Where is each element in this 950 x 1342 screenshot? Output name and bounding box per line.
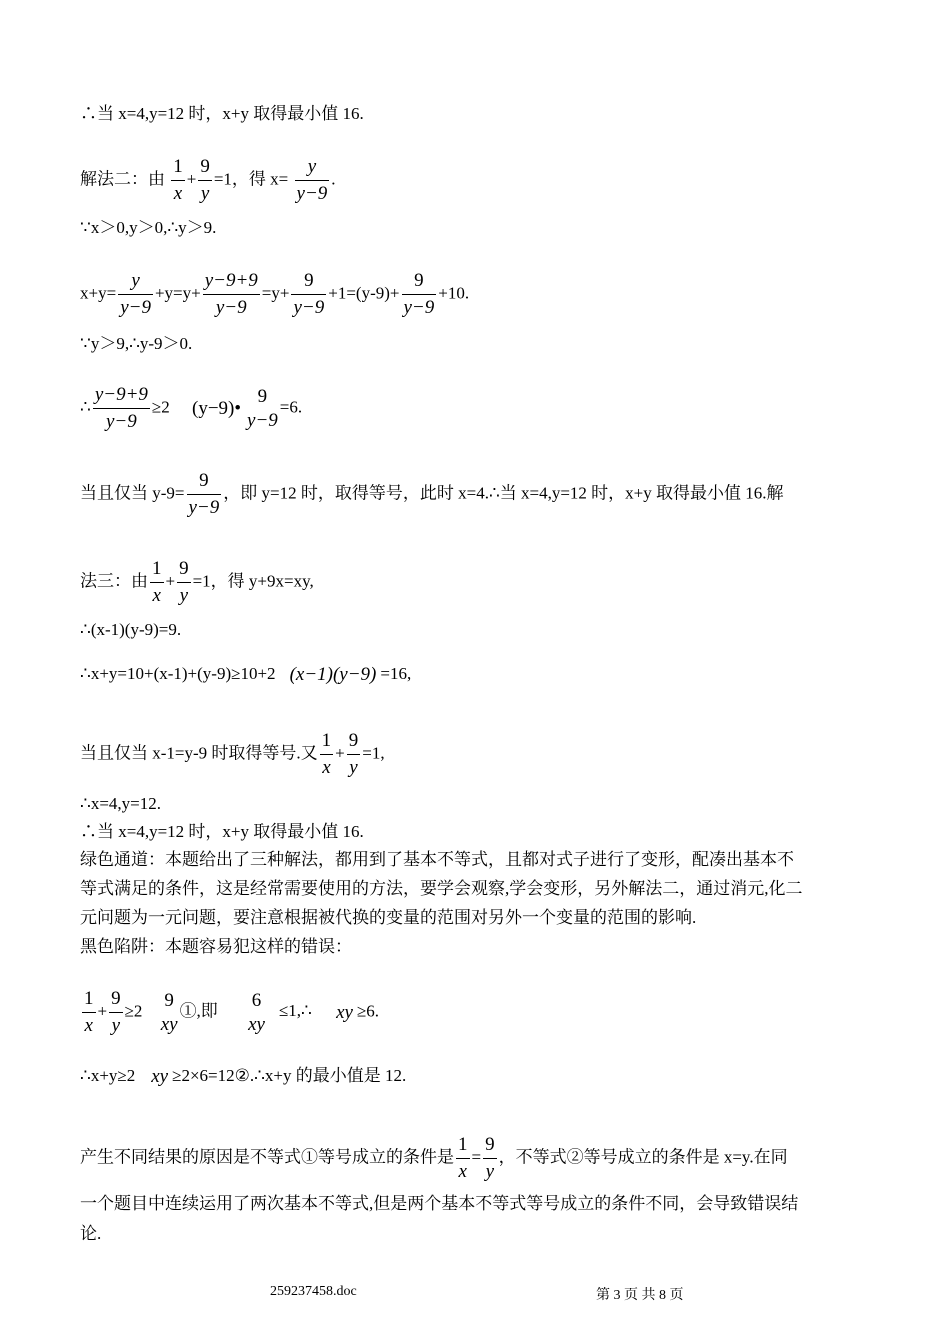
text-line: 产生不同结果的原因是不等式①等号成立的条件是 $\frac{1}{x}$ = $\frac{9}{y}$ ，不等式②等号成立的条件是 x=y.在同 — [80, 1134, 788, 1182]
fraction: $\frac{9}{y}$ — [485, 1134, 495, 1182]
text-line: 元问题为一元问题，要注意根据被代换的变量的范围对另外一个变量的范围的影响. — [80, 908, 697, 927]
footer-page-number: 第 3 页 共 8 页 — [596, 1288, 684, 1303]
fraction: $\frac{9}{y}$ — [111, 988, 121, 1036]
text-line: ∴当 x=4,y=12 时，x+y 取得最小值 16. — [80, 104, 364, 123]
text-line: ∴x=4,y=12. — [80, 794, 161, 813]
fraction: $\frac{9}{y}$ — [179, 558, 189, 606]
fraction: $\frac{1}{x}$ — [173, 156, 183, 204]
text-line: 解法二：由 $\frac{1}{x}$ + $\frac{9}{y}$ =1，得 x= $\frac{y}{y-9}$ . — [80, 156, 336, 204]
fraction: $\frac{1}{x}$ — [84, 988, 94, 1036]
fraction: 6 xy — [248, 989, 265, 1035]
fraction: $\frac{y}{y-9}$ — [296, 156, 328, 204]
text-line: 绿色通道：本题给出了三种解法，都用到了基本不等式，且都对式子进行了变形，配凑出基本不 — [80, 850, 794, 869]
fraction: $\frac{1}{x}$ — [458, 1134, 468, 1182]
fraction: $\frac{y-9+9}{y-9}$ — [94, 384, 148, 432]
fraction: $\frac{9}{y}$ — [200, 156, 210, 204]
fraction: $\frac{9}{y-9}$ — [188, 470, 220, 518]
text-line: 黑色陷阱：本题容易犯这样的错误： — [80, 937, 352, 956]
text-line: 当且仅当 y-9= $\frac{9}{y-9}$ ，即 y=12 时，取得等号，此时 x=4.∴当 x=4,y=12 时，x+y 取得最小值 16.解 — [80, 470, 784, 518]
text-line: 论. — [80, 1224, 102, 1243]
radicand: (y−9)• — [192, 397, 242, 419]
radicand: (x−1)(y−9) — [289, 664, 377, 686]
fraction: $\frac{9}{y-9}$ — [403, 270, 435, 318]
text-line: ∵x＞0,y＞0,∴y＞9. — [80, 218, 217, 237]
text-line: $\frac{1}{x}$ + $\frac{9}{y}$ ≥2 9 xy ①,即 6 xy ≤1,∴ xy ≥6. — [84, 988, 380, 1036]
footer-filename: 259237458.doc — [270, 1284, 357, 1299]
text-line: x+y= $\frac{y}{y-9}$ +y=y+ $\frac{y-9+9}{y-9}$ =y+ $\frac{9}{y-9}$ +1=(y-9)+ $\frac{9}{y-9}$ +10. — [80, 270, 470, 318]
text-line: 等式满足的条件，这是经常需要使用的方法，要学会观察,学会变形，另外解法二，通过消元,化二 — [80, 879, 803, 898]
text-line: ∴x+y=10+(x-1)+(y-9)≥10+2 (x−1)(y−9) =16, — [80, 664, 412, 686]
text-line: ∵y＞9,∴y-9＞0. — [80, 334, 193, 353]
text-line: ∴(x-1)(y-9)=9. — [80, 620, 182, 639]
text-line: 一个题目中连续运用了两次基本不等式,但是两个基本不等式等号成立的条件不同，会导致错误结 — [80, 1194, 799, 1213]
fraction: $\frac{1}{x}$ — [321, 730, 332, 778]
fraction: $\frac{9}{y-9}$ — [293, 270, 325, 318]
fraction: 9 y−9 — [247, 385, 278, 431]
fraction: $\frac{9}{y}$ — [348, 730, 359, 778]
radicand: xy — [151, 1066, 169, 1088]
text-line: 法三：由 $\frac{1}{x}$ + $\frac{9}{y}$ =1，得 y+9x=xy, — [80, 558, 314, 606]
radicand: xy — [336, 1001, 353, 1023]
text-line: ∴当 x=4,y=12 时，x+y 取得最小值 16. — [80, 822, 364, 841]
fraction: $\frac{1}{x}$ — [152, 558, 162, 606]
text-line: 当且仅当 x-1=y-9 时取得等号.又 $\frac{1}{x}$ + $\frac{9}{y}$ =1, — [80, 730, 385, 778]
fraction: $\frac{y-9+9}{y-9}$ — [204, 270, 258, 318]
fraction: $\frac{y}{y-9}$ — [120, 270, 151, 318]
text-line: ∴x+y≥2 xy ≥2×6=12②.∴x+y 的最小值是 12. — [80, 1066, 407, 1088]
text-line: ∴ $\frac{y-9+9}{y-9}$ ≥2 (y−9)• 9 y−9 =6. — [80, 384, 303, 432]
fraction: 9 xy — [160, 989, 178, 1035]
